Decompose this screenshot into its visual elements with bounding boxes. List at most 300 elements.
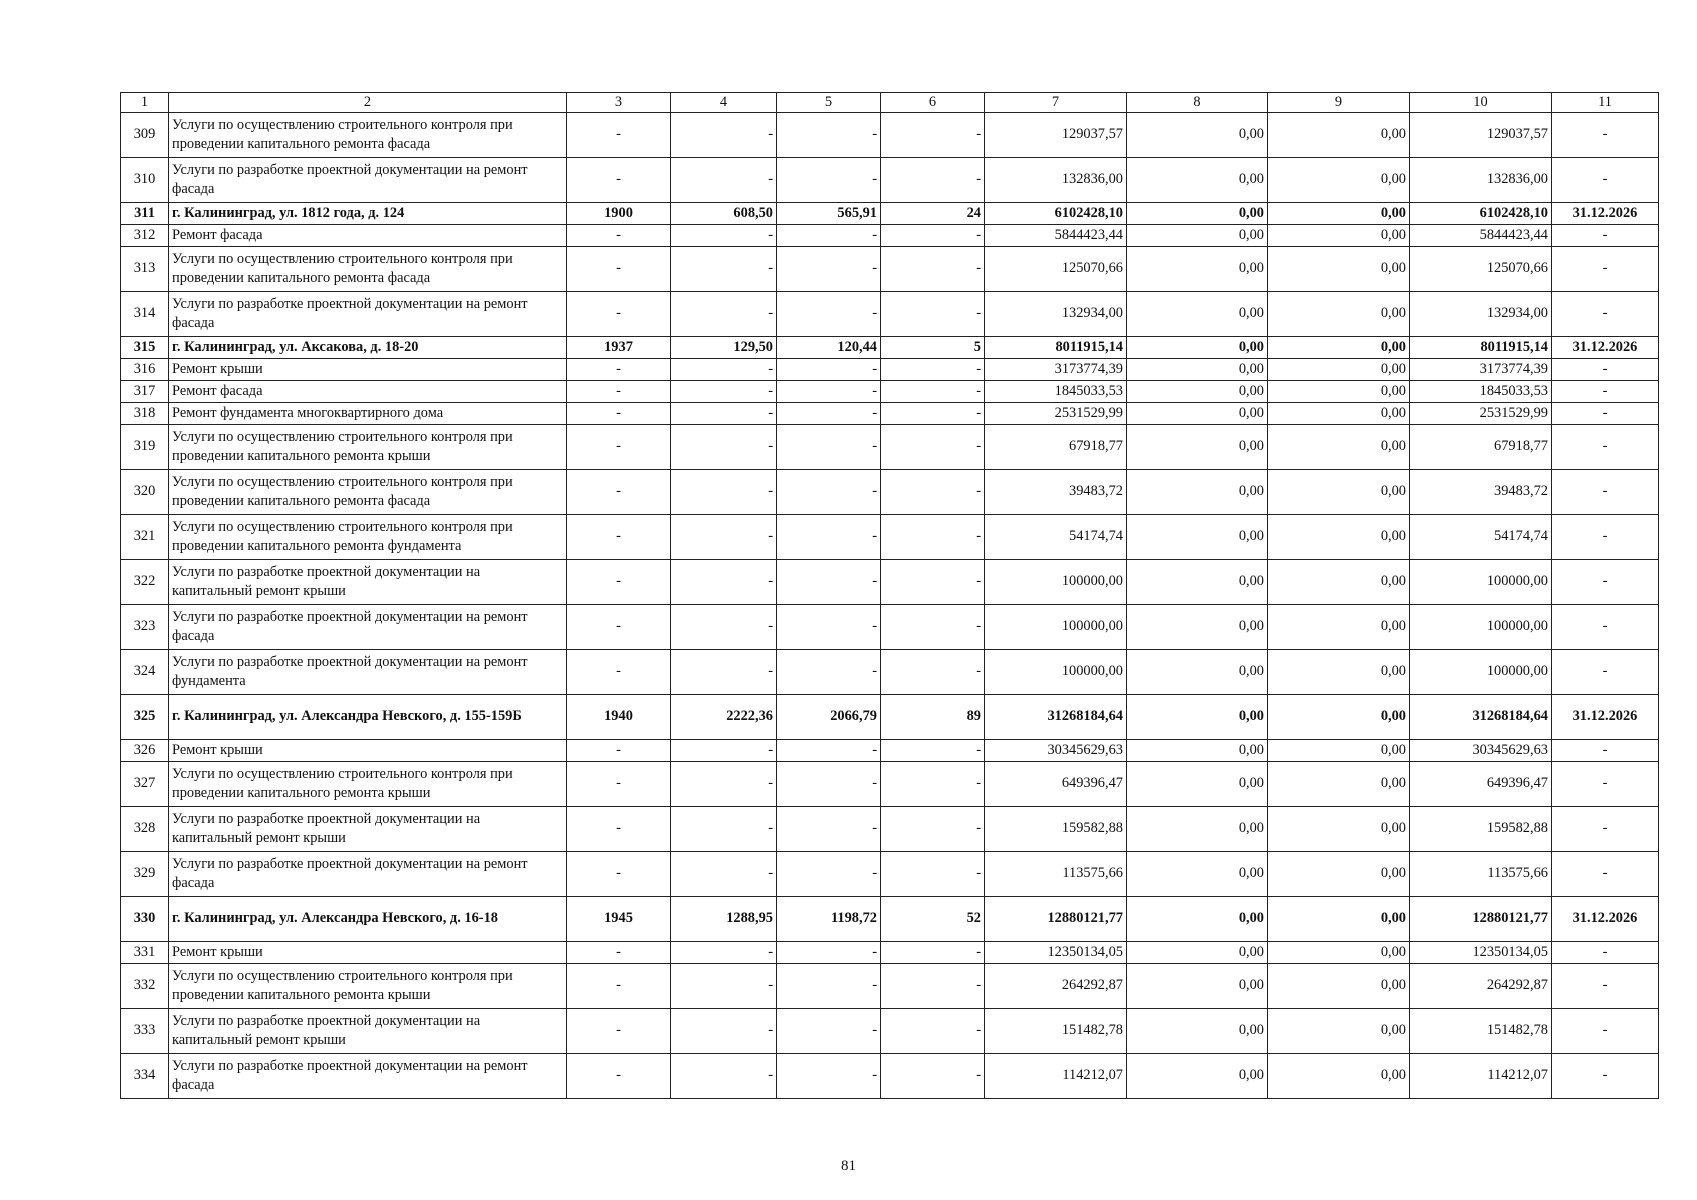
col-9-header: 9 [1268,93,1410,113]
residents-cell: 24 [881,202,985,224]
table-row [121,291,1659,336]
year-built-cell: - [567,291,671,336]
owner-funds-cell: 113575,66 [1410,851,1552,896]
total-cost-cell: 132836,00 [985,157,1127,202]
row-number-cell: 323 [121,604,169,649]
residents-cell: 52 [881,896,985,941]
owner-funds-cell: 151482,78 [1410,1008,1552,1053]
item-name-cell: Услуги по разработке проектной документации на ремонт фундамента [169,649,567,694]
total-area-cell: - [671,604,777,649]
residents-cell: - [881,963,985,1008]
total-cost-cell: 151482,78 [985,1008,1127,1053]
row-number-cell: 326 [121,739,169,761]
total-area-cell: - [671,224,777,246]
federal-funds-cell: 0,00 [1127,1008,1268,1053]
federal-funds-cell: 0,00 [1127,402,1268,424]
row-number-cell: 328 [121,806,169,851]
regional-funds-cell: 0,00 [1268,694,1410,739]
item-name-cell: Ремонт фасада [169,224,567,246]
federal-funds-cell: 0,00 [1127,469,1268,514]
total-area-cell: - [671,559,777,604]
row-number-cell: 319 [121,424,169,469]
table-row [121,358,1659,380]
owner-funds-cell: 132836,00 [1410,157,1552,202]
completion-date-cell: - [1552,941,1659,963]
completion-date-cell: 31.12.2026 [1552,694,1659,739]
federal-funds-cell: 0,00 [1127,424,1268,469]
completion-date-cell: - [1552,424,1659,469]
row-number-cell: 321 [121,514,169,559]
item-name-cell: Услуги по разработке проектной документации на ремонт фасада [169,851,567,896]
residents-cell: - [881,224,985,246]
residential-area-cell: - [777,469,881,514]
item-name-cell: г. Калининград, ул. 1812 года, д. 124 [169,202,567,224]
total-area-cell: - [671,963,777,1008]
regional-funds-cell: 0,00 [1268,336,1410,358]
federal-funds-cell: 0,00 [1127,224,1268,246]
table-row [121,246,1659,291]
federal-funds-cell: 0,00 [1127,739,1268,761]
completion-date-cell: - [1552,559,1659,604]
regional-funds-cell: 0,00 [1268,380,1410,402]
item-name-cell: Услуги по разработке проектной документации на ремонт фасада [169,604,567,649]
residential-area-cell: - [777,402,881,424]
regional-funds-cell: 0,00 [1268,649,1410,694]
owner-funds-cell: 31268184,64 [1410,694,1552,739]
col-10-header: 10 [1410,93,1552,113]
item-name-cell: г. Калининград, ул. Александра Невского, д. 16-18 [169,896,567,941]
residents-cell: - [881,1053,985,1098]
year-built-cell: - [567,246,671,291]
regional-funds-cell: 0,00 [1268,358,1410,380]
row-number-cell: 324 [121,649,169,694]
year-built-cell: - [567,157,671,202]
total-cost-cell: 649396,47 [985,761,1127,806]
row-number-cell: 315 [121,336,169,358]
owner-funds-cell: 100000,00 [1410,604,1552,649]
total-cost-cell: 100000,00 [985,604,1127,649]
residents-cell: - [881,380,985,402]
row-number-cell: 325 [121,694,169,739]
page-number: 81 [841,1158,856,1174]
item-name-cell: Услуги по разработке проектной документации на ремонт фасада [169,1053,567,1098]
regional-funds-cell: 0,00 [1268,941,1410,963]
total-cost-cell: 6102428,10 [985,202,1127,224]
completion-date-cell: 31.12.2026 [1552,202,1659,224]
regional-funds-cell: 0,00 [1268,514,1410,559]
total-cost-cell: 54174,74 [985,514,1127,559]
item-name-cell: Услуги по осуществлению строительного контроля при проведении капитального ремонта фасада [169,246,567,291]
total-area-cell: - [671,941,777,963]
residents-cell: - [881,402,985,424]
residential-area-cell: - [777,739,881,761]
federal-funds-cell: 0,00 [1127,202,1268,224]
year-built-cell: 1900 [567,202,671,224]
row-number-cell: 311 [121,202,169,224]
federal-funds-cell: 0,00 [1127,246,1268,291]
item-name-cell: Услуги по осуществлению строительного контроля при проведении капитального ремонта фундамента [169,514,567,559]
residents-cell: - [881,851,985,896]
total-cost-cell: 39483,72 [985,469,1127,514]
total-cost-cell: 100000,00 [985,649,1127,694]
total-cost-cell: 67918,77 [985,424,1127,469]
residential-area-cell: 2066,79 [777,694,881,739]
table-row [121,469,1659,514]
owner-funds-cell: 132934,00 [1410,291,1552,336]
item-name-cell: Услуги по разработке проектной документации на капитальный ремонт крыши [169,1008,567,1053]
item-name-cell: г. Калининград, ул. Александра Невского, д. 155-159Б [169,694,567,739]
table-row [121,224,1659,246]
completion-date-cell: - [1552,649,1659,694]
item-name-cell: Услуги по разработке проектной документации на капитальный ремонт крыши [169,559,567,604]
col-6-header: 6 [881,93,985,113]
federal-funds-cell: 0,00 [1127,806,1268,851]
regional-funds-cell: 0,00 [1268,559,1410,604]
row-number-cell: 314 [121,291,169,336]
total-cost-cell: 3173774,39 [985,358,1127,380]
regional-funds-cell: 0,00 [1268,1053,1410,1098]
completion-date-cell: - [1552,514,1659,559]
year-built-cell: - [567,1053,671,1098]
item-name-cell: Ремонт фасада [169,380,567,402]
completion-date-cell: - [1552,1053,1659,1098]
federal-funds-cell: 0,00 [1127,358,1268,380]
owner-funds-cell: 649396,47 [1410,761,1552,806]
row-number-cell: 310 [121,157,169,202]
row-number-cell: 320 [121,469,169,514]
row-number-cell: 312 [121,224,169,246]
total-area-cell: - [671,739,777,761]
owner-funds-cell: 3173774,39 [1410,358,1552,380]
year-built-cell: - [567,604,671,649]
residents-cell: - [881,424,985,469]
owner-funds-cell: 100000,00 [1410,649,1552,694]
regional-funds-cell: 0,00 [1268,224,1410,246]
row-number-cell: 309 [121,112,169,157]
year-built-cell: - [567,424,671,469]
completion-date-cell: - [1552,761,1659,806]
year-built-cell: - [567,1008,671,1053]
total-cost-cell: 100000,00 [985,559,1127,604]
year-built-cell: - [567,806,671,851]
completion-date-cell: 31.12.2026 [1552,336,1659,358]
residential-area-cell: - [777,941,881,963]
table-row [121,739,1659,761]
residents-cell: - [881,559,985,604]
year-built-cell: - [567,761,671,806]
row-number-cell: 316 [121,358,169,380]
completion-date-cell: 31.12.2026 [1552,896,1659,941]
row-number-cell: 332 [121,963,169,1008]
item-name-cell: Услуги по разработке проектной документации на капитальный ремонт крыши [169,806,567,851]
col-4-header: 4 [671,93,777,113]
col-2-header: 2 [169,93,567,113]
total-area-cell: - [671,246,777,291]
regional-funds-cell: 0,00 [1268,291,1410,336]
year-built-cell: - [567,112,671,157]
row-number-cell: 330 [121,896,169,941]
residents-cell: - [881,761,985,806]
total-area-cell: - [671,649,777,694]
item-name-cell: Услуги по осуществлению строительного контроля при проведении капитального ремонта крыши [169,963,567,1008]
regional-funds-cell: 0,00 [1268,112,1410,157]
residential-area-cell: - [777,1008,881,1053]
item-name-cell: Услуги по разработке проектной документации на ремонт фасада [169,157,567,202]
total-area-cell: - [671,380,777,402]
table-row [121,514,1659,559]
col-5-header: 5 [777,93,881,113]
completion-date-cell: - [1552,963,1659,1008]
residents-cell: - [881,514,985,559]
completion-date-cell: - [1552,739,1659,761]
total-area-cell: - [671,291,777,336]
item-name-cell: Услуги по осуществлению строительного контроля при проведении капитального ремонта фасада [169,469,567,514]
residential-area-cell: 120,44 [777,336,881,358]
residents-cell: - [881,358,985,380]
owner-funds-cell: 67918,77 [1410,424,1552,469]
residents-cell: - [881,649,985,694]
item-name-cell: Услуги по осуществлению строительного контроля при проведении капитального ремонта фасада [169,112,567,157]
regional-funds-cell: 0,00 [1268,604,1410,649]
year-built-cell: 1945 [567,896,671,941]
completion-date-cell: - [1552,246,1659,291]
total-area-cell: - [671,514,777,559]
column-number-row [121,93,1659,113]
residents-cell: 89 [881,694,985,739]
residents-cell: 5 [881,336,985,358]
total-cost-cell: 159582,88 [985,806,1127,851]
table-row [121,424,1659,469]
residents-cell: - [881,157,985,202]
year-built-cell: - [567,224,671,246]
federal-funds-cell: 0,00 [1127,380,1268,402]
completion-date-cell: - [1552,604,1659,649]
completion-date-cell: - [1552,291,1659,336]
total-area-cell: - [671,402,777,424]
total-cost-cell: 8011915,14 [985,336,1127,358]
year-built-cell: - [567,469,671,514]
total-area-cell: 2222,36 [671,694,777,739]
federal-funds-cell: 0,00 [1127,604,1268,649]
residential-area-cell: 565,91 [777,202,881,224]
table-row [121,380,1659,402]
table-row [121,112,1659,157]
owner-funds-cell: 129037,57 [1410,112,1552,157]
owner-funds-cell: 30345629,63 [1410,739,1552,761]
total-cost-cell: 30345629,63 [985,739,1127,761]
residents-cell: - [881,739,985,761]
row-number-cell: 327 [121,761,169,806]
table-row [121,761,1659,806]
total-area-cell: - [671,424,777,469]
federal-funds-cell: 0,00 [1127,291,1268,336]
total-area-cell: 608,50 [671,202,777,224]
completion-date-cell: - [1552,380,1659,402]
total-area-cell: - [671,761,777,806]
total-cost-cell: 12350134,05 [985,941,1127,963]
residents-cell: - [881,112,985,157]
row-number-cell: 329 [121,851,169,896]
table-row [121,941,1659,963]
residents-cell: - [881,469,985,514]
total-area-cell: - [671,1008,777,1053]
total-area-cell: - [671,851,777,896]
col-1-header: 1 [121,93,169,113]
residential-area-cell: 1198,72 [777,896,881,941]
item-name-cell: Ремонт фундамента многоквартирного дома [169,402,567,424]
completion-date-cell: - [1552,358,1659,380]
residents-cell: - [881,1008,985,1053]
federal-funds-cell: 0,00 [1127,514,1268,559]
table-row [121,402,1659,424]
total-cost-cell: 1845033,53 [985,380,1127,402]
table-row [121,896,1659,941]
year-built-cell: - [567,358,671,380]
residents-cell: - [881,291,985,336]
regional-funds-cell: 0,00 [1268,246,1410,291]
year-built-cell: 1937 [567,336,671,358]
residential-area-cell: - [777,246,881,291]
completion-date-cell: - [1552,1008,1659,1053]
regional-funds-cell: 0,00 [1268,963,1410,1008]
table-row [121,1008,1659,1053]
regional-funds-cell: 0,00 [1268,739,1410,761]
residential-area-cell: - [777,806,881,851]
total-area-cell: 1288,95 [671,896,777,941]
table-row [121,336,1659,358]
residential-area-cell: - [777,559,881,604]
col-11-header: 11 [1552,93,1659,113]
federal-funds-cell: 0,00 [1127,851,1268,896]
total-area-cell: - [671,806,777,851]
completion-date-cell: - [1552,851,1659,896]
owner-funds-cell: 264292,87 [1410,963,1552,1008]
item-name-cell: Ремонт крыши [169,358,567,380]
table-row [121,559,1659,604]
row-number-cell: 318 [121,402,169,424]
federal-funds-cell: 0,00 [1127,112,1268,157]
table-row [121,806,1659,851]
year-built-cell: - [567,559,671,604]
residents-cell: - [881,604,985,649]
total-area-cell: - [671,469,777,514]
table-row [121,694,1659,739]
year-built-cell: 1940 [567,694,671,739]
owner-funds-cell: 12880121,77 [1410,896,1552,941]
residential-area-cell: - [777,224,881,246]
year-built-cell: - [567,402,671,424]
residential-area-cell: - [777,157,881,202]
owner-funds-cell: 39483,72 [1410,469,1552,514]
table-row [121,649,1659,694]
total-cost-cell: 129037,57 [985,112,1127,157]
item-name-cell: г. Калининград, ул. Аксакова, д. 18-20 [169,336,567,358]
owner-funds-cell: 6102428,10 [1410,202,1552,224]
table-row [121,963,1659,1008]
federal-funds-cell: 0,00 [1127,559,1268,604]
residential-area-cell: - [777,380,881,402]
item-name-cell: Ремонт крыши [169,739,567,761]
total-cost-cell: 132934,00 [985,291,1127,336]
table-body [121,93,1659,1099]
total-cost-cell: 12880121,77 [985,896,1127,941]
residential-area-cell: - [777,649,881,694]
owner-funds-cell: 5844423,44 [1410,224,1552,246]
year-built-cell: - [567,649,671,694]
repair-program-table [120,92,1659,1099]
total-cost-cell: 125070,66 [985,246,1127,291]
owner-funds-cell: 12350134,05 [1410,941,1552,963]
regional-funds-cell: 0,00 [1268,202,1410,224]
row-number-cell: 313 [121,246,169,291]
residential-area-cell: - [777,851,881,896]
federal-funds-cell: 0,00 [1127,336,1268,358]
total-cost-cell: 113575,66 [985,851,1127,896]
residential-area-cell: - [777,112,881,157]
total-cost-cell: 114212,07 [985,1053,1127,1098]
total-cost-cell: 2531529,99 [985,402,1127,424]
completion-date-cell: - [1552,806,1659,851]
residential-area-cell: - [777,1053,881,1098]
residential-area-cell: - [777,424,881,469]
total-cost-cell: 264292,87 [985,963,1127,1008]
year-built-cell: - [567,963,671,1008]
owner-funds-cell: 54174,74 [1410,514,1552,559]
item-name-cell: Ремонт крыши [169,941,567,963]
regional-funds-cell: 0,00 [1268,806,1410,851]
residential-area-cell: - [777,963,881,1008]
regional-funds-cell: 0,00 [1268,402,1410,424]
total-cost-cell: 31268184,64 [985,694,1127,739]
row-number-cell: 331 [121,941,169,963]
table-row [121,851,1659,896]
year-built-cell: - [567,514,671,559]
year-built-cell: - [567,739,671,761]
owner-funds-cell: 2531529,99 [1410,402,1552,424]
residential-area-cell: - [777,604,881,649]
owner-funds-cell: 100000,00 [1410,559,1552,604]
table-row [121,604,1659,649]
residents-cell: - [881,246,985,291]
year-built-cell: - [567,851,671,896]
regional-funds-cell: 0,00 [1268,851,1410,896]
regional-funds-cell: 0,00 [1268,424,1410,469]
item-name-cell: Услуги по осуществлению строительного контроля при проведении капитального ремонта крыши [169,761,567,806]
residential-area-cell: - [777,514,881,559]
residential-area-cell: - [777,358,881,380]
item-name-cell: Услуги по разработке проектной документации на ремонт фасада [169,291,567,336]
owner-funds-cell: 1845033,53 [1410,380,1552,402]
federal-funds-cell: 0,00 [1127,761,1268,806]
total-area-cell: - [671,112,777,157]
total-area-cell: - [671,358,777,380]
year-built-cell: - [567,941,671,963]
year-built-cell: - [567,380,671,402]
table-row [121,1053,1659,1098]
total-cost-cell: 5844423,44 [985,224,1127,246]
federal-funds-cell: 0,00 [1127,896,1268,941]
federal-funds-cell: 0,00 [1127,157,1268,202]
completion-date-cell: - [1552,112,1659,157]
completion-date-cell: - [1552,402,1659,424]
regional-funds-cell: 0,00 [1268,157,1410,202]
row-number-cell: 333 [121,1008,169,1053]
residents-cell: - [881,806,985,851]
col-8-header: 8 [1127,93,1268,113]
col-7-header: 7 [985,93,1127,113]
federal-funds-cell: 0,00 [1127,694,1268,739]
residential-area-cell: - [777,291,881,336]
